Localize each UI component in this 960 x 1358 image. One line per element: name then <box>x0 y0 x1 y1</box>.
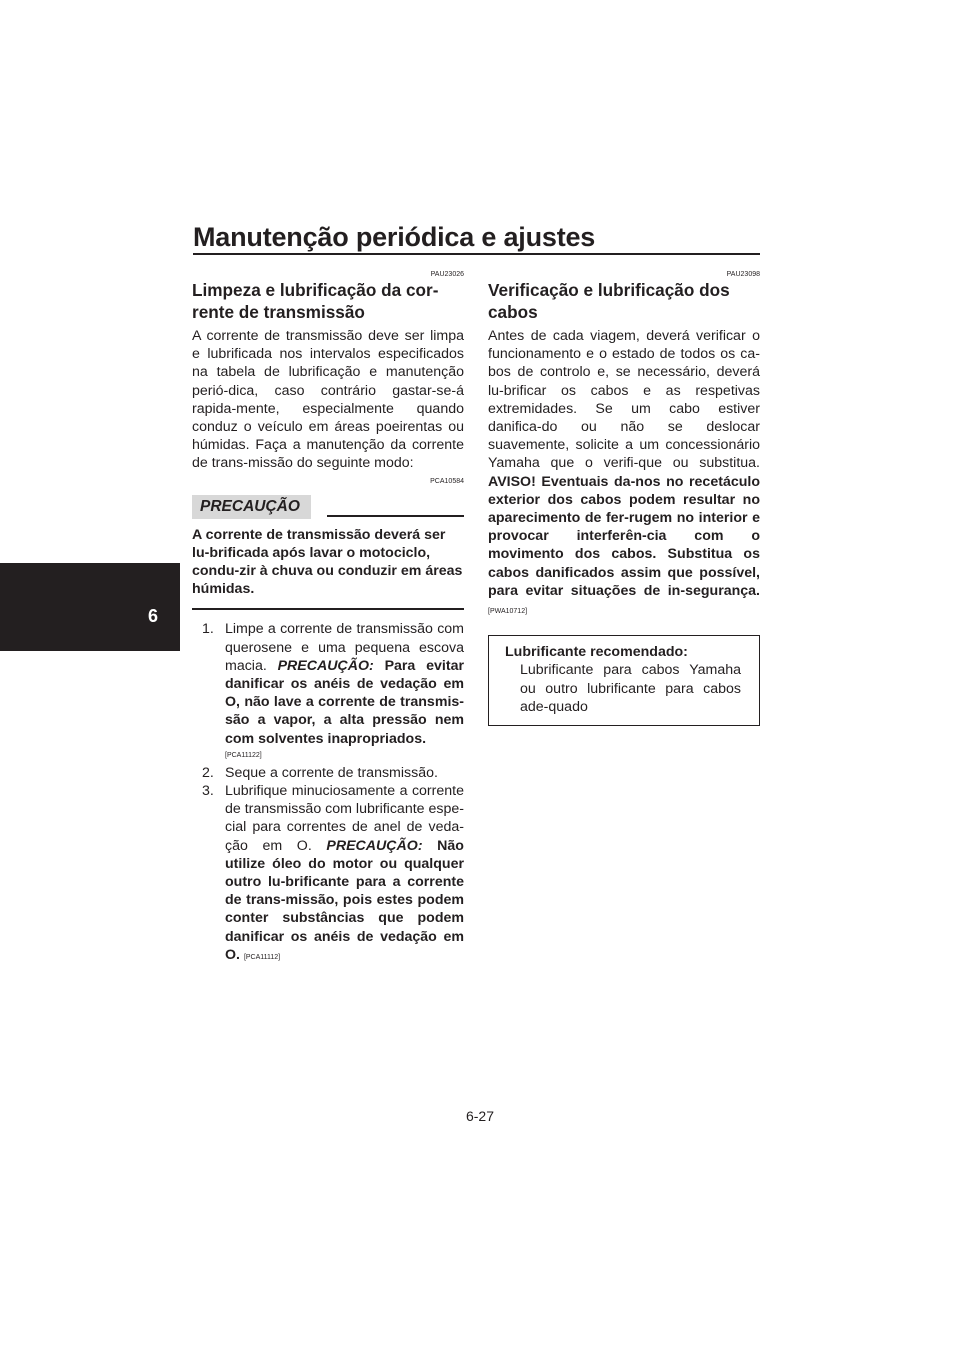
section-heading: Limpeza e lubrificação da cor-rente de transmissão <box>192 280 439 322</box>
step-text: Limpe a corrente de transmissão com querosene e uma pequena escova macia. <box>225 621 464 674</box>
caution-text: A corrente de transmissão deverá ser lu-brificada após lavar o motociclo, condu-zir à chuva ou conduzir em áreas húmidas. <box>192 526 463 598</box>
caution-label: PRECAUÇÃO <box>192 495 311 519</box>
left-column <box>192 270 464 967</box>
step-number: 3. <box>202 783 214 800</box>
steps-list <box>192 620 464 967</box>
caution-code: PCA10584 <box>430 477 464 485</box>
lubricant-title: Lubrificante recomendado: <box>505 644 688 661</box>
section-code: PAU23098 <box>726 271 760 278</box>
right-column <box>488 270 760 726</box>
warning-text: AVISO! Eventuais da-nos no recetáculo exterior dos cabos podem resultar no aparecimento de fer-rugem no interior e provocar interferên-cia com o movimento dos cabos. Substitua os cabos danificados assim que possível, para evitar situações de in-segurança. <box>488 473 760 599</box>
caution-header <box>192 494 464 520</box>
title-rule <box>193 253 760 255</box>
section-code: PAU23026 <box>430 271 464 278</box>
page-number: 6-27 <box>465 1108 495 1124</box>
body-text: Antes de cada viagem, deverá verificar o funcionamento e o estado de todos os ca-bos de controlo e, se necessário, deverá lu-brificar os cabos e as respetivas extremidades. Se um cabo estiver danifica-do ou não se deslocar suavemente, solicite a um concessionário Yamaha que o verifi-que ou substitua. <box>488 328 760 472</box>
step-reference: [PCA11112] <box>243 953 281 961</box>
step-caution-label: PRECAUÇÃO: <box>326 837 423 854</box>
list-item <box>192 764 464 782</box>
body-paragraph <box>488 327 760 621</box>
caution-end-rule <box>192 608 464 610</box>
chapter-number: 6 <box>148 606 159 626</box>
page-title: Manutenção periódica e ajustes <box>193 222 596 252</box>
step-caution-label: PRECAUÇÃO: <box>277 657 374 674</box>
step-number: 1. <box>202 621 214 638</box>
lubricant-box <box>488 635 760 726</box>
lubricant-value: Lubrificante para cabos Yamaha ou outro lubrificante para cabos ade-quado <box>520 662 741 715</box>
step-reference: [PCA11122] <box>225 751 262 759</box>
caution-rule <box>327 515 464 517</box>
section-heading: Verificação e lubrificação dos cabos <box>488 280 730 322</box>
intro-paragraph: A corrente de transmissão deve ser limpa e lubrificada nos intervalos especificados na tabela de lubrificação e manutenção perió-dica, caso contrário gastar-se-á rapida-mente, especialmente quando conduz o veículo em áreas poeirentas ou húmidas. Faça a manutenção da corrente de trans-missão do seguinte modo: <box>192 328 464 472</box>
warning-reference: [PWA10712] <box>488 608 528 616</box>
step-text: Lubrifique minuciosamente a corrente de transmissão com lubrificante espe-cial para correntes de anel de veda-ção em O. <box>225 783 464 854</box>
step-caution-text: Para evitar danificar os anéis de vedação em O, não lave a corrente de transmis-são a vapor, a alta pressão nem com solventes inapropriados. <box>225 657 464 747</box>
step-text: Seque a corrente de transmissão. <box>225 764 438 781</box>
list-item <box>192 620 464 763</box>
list-item <box>192 782 464 967</box>
step-number: 2. <box>202 764 214 781</box>
step-caution-text: Não utilize óleo do motor ou qualquer outro lu-brificante para a corrente de trans-missão, pois estes podem conter substâncias que podem danificar os anéis de vedação em O. <box>225 837 464 963</box>
